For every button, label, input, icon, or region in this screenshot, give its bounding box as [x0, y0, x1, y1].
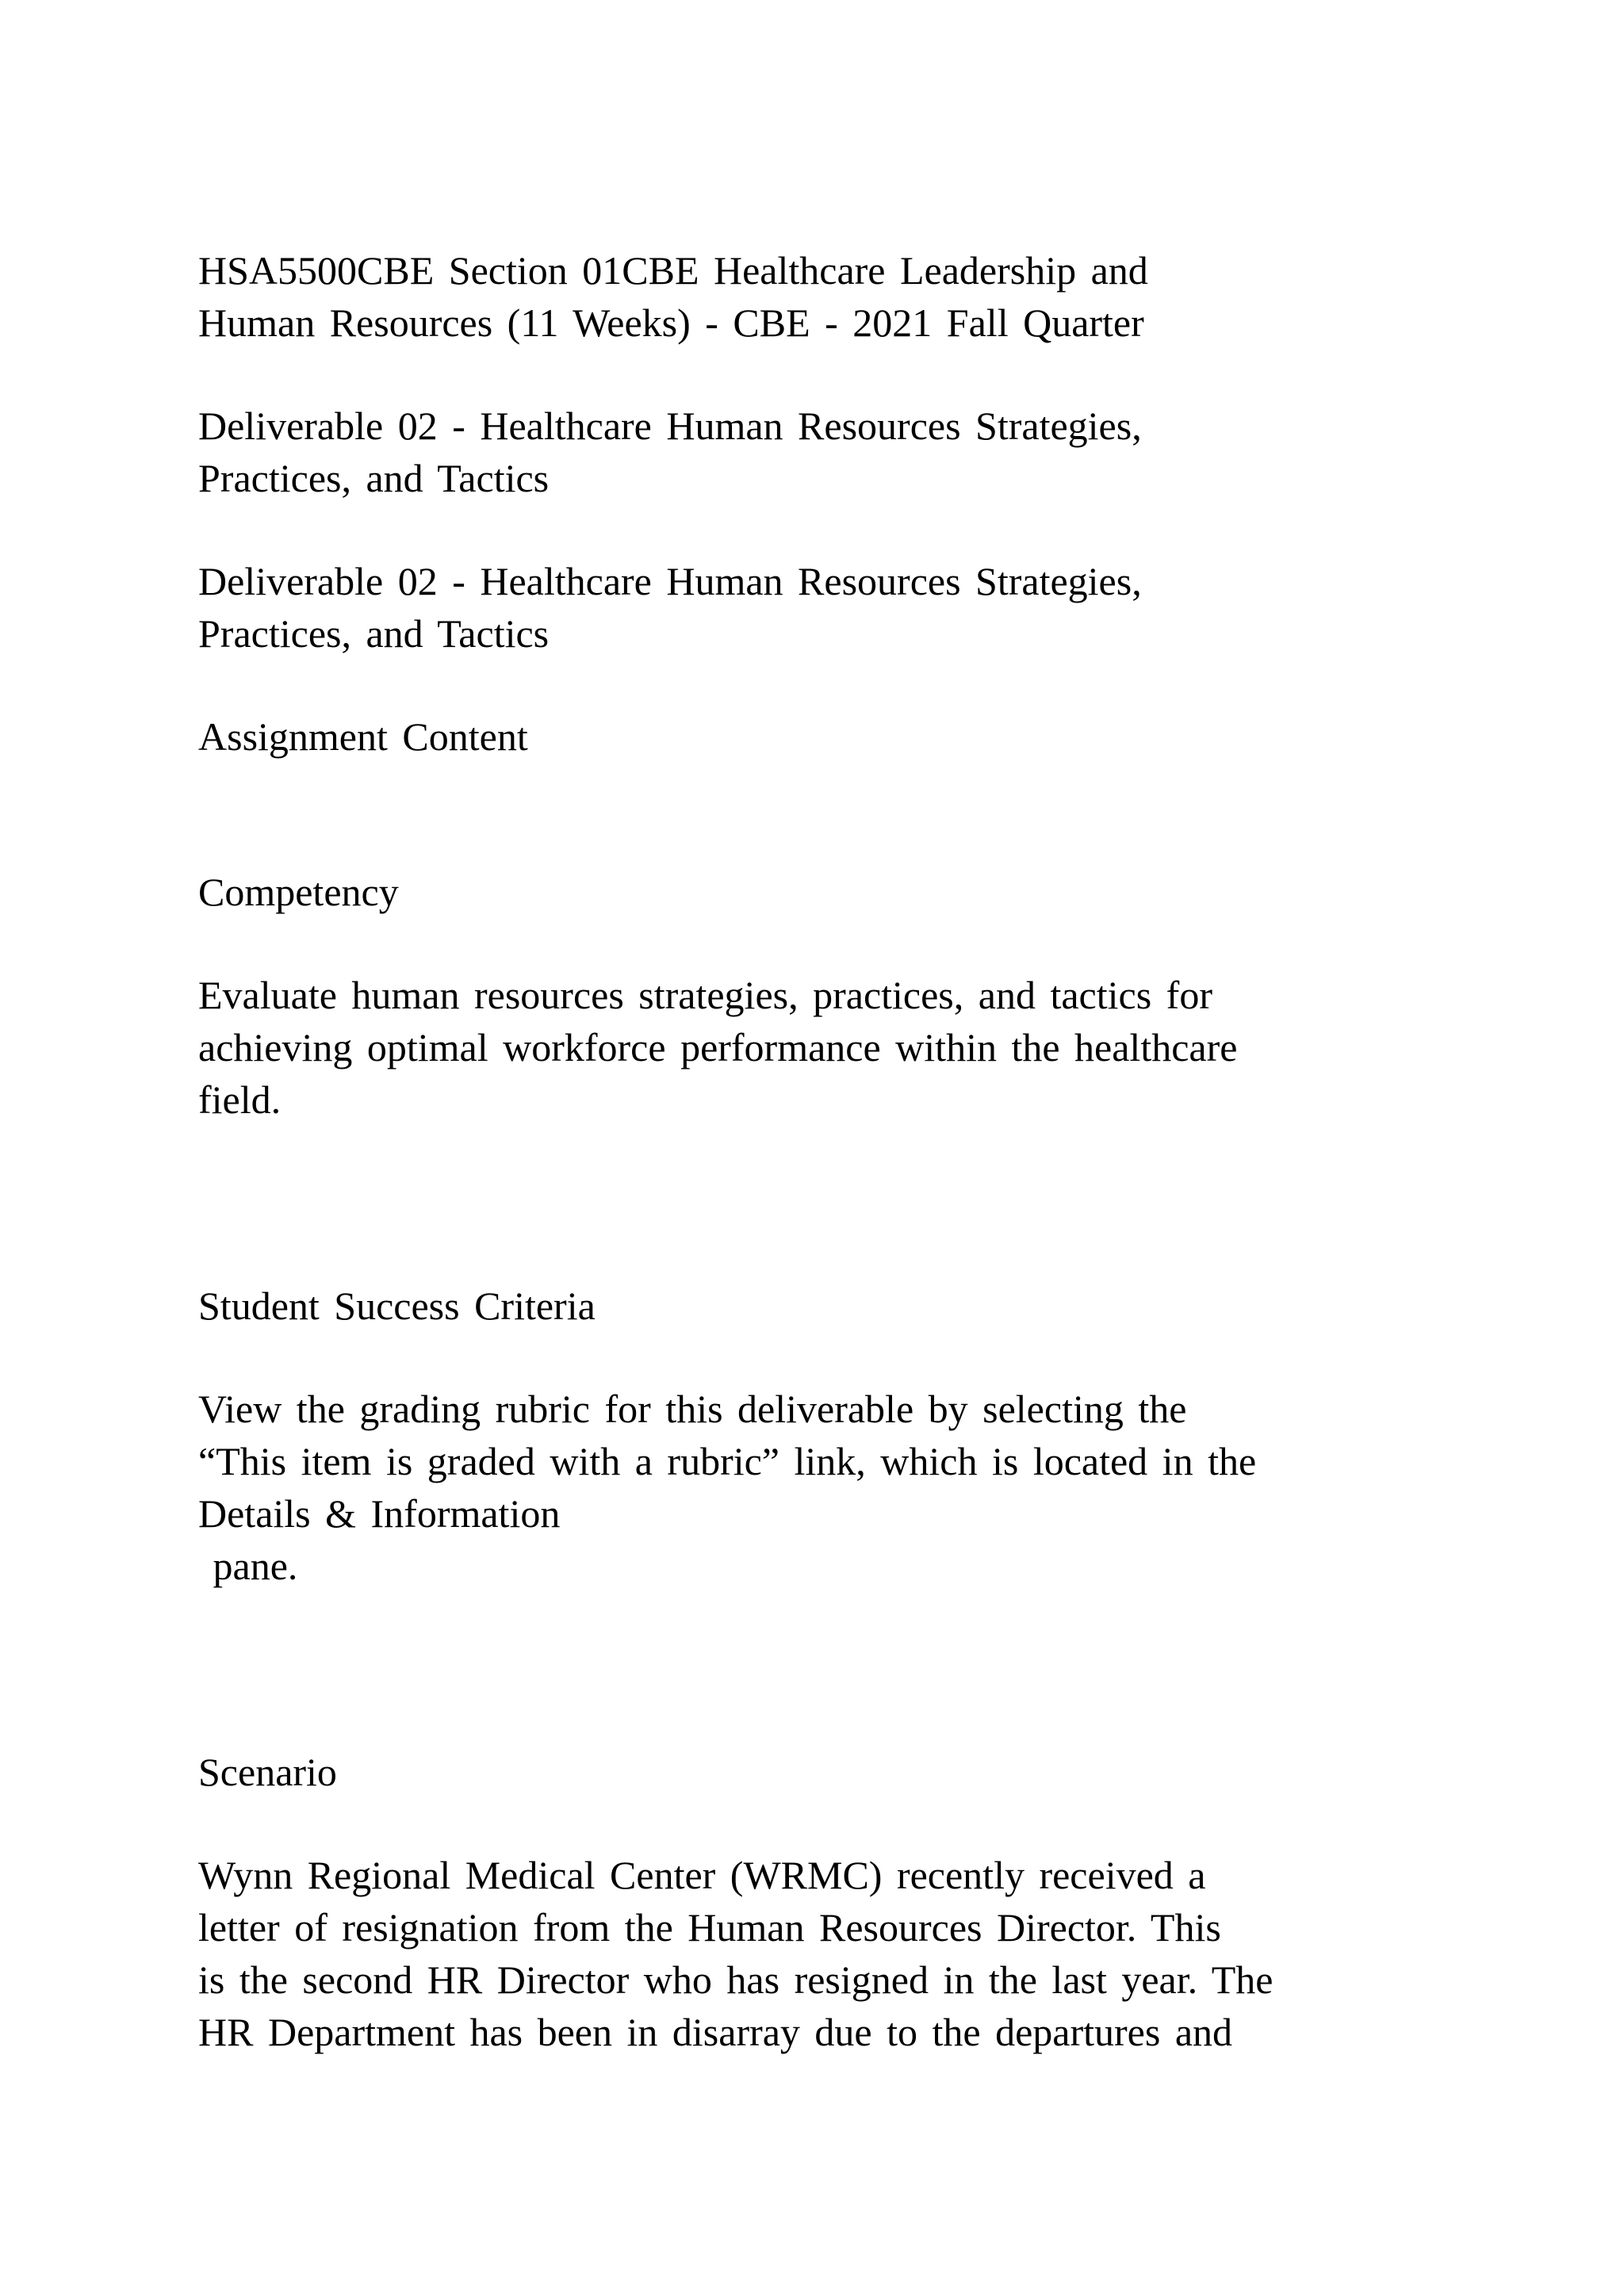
scenario-line-2: letter of resignation from the Human Resources Director. This: [198, 1905, 1221, 1950]
scenario-line-1: Wynn Regional Medical Center (WRMC) recently received a: [198, 1853, 1206, 1897]
deliverable-title-repeat-line-2: Practices, and Tactics: [198, 611, 550, 656]
course-title: [198, 244, 1467, 349]
deliverable-title: [198, 400, 1467, 504]
deliverable-title-repeat: [198, 555, 1467, 660]
competency-text: [198, 969, 1467, 1126]
competency-text-line-2: achieving optimal workforce performance within the healthcare: [198, 1025, 1238, 1070]
success-criteria-line-1: View the grading rubric for this deliverable by selecting the: [198, 1387, 1187, 1431]
scenario-text: [198, 1849, 1467, 2058]
competency-heading: Competency: [198, 870, 399, 914]
deliverable-title-repeat-line-1: Deliverable 02 - Healthcare Human Resources Strategies,: [198, 559, 1142, 603]
scenario-heading: Scenario: [198, 1750, 337, 1794]
success-criteria-line-3: Details & Information: [198, 1491, 561, 1536]
success-criteria-heading: Student Success Criteria: [198, 1284, 596, 1328]
deliverable-title-line-2: Practices, and Tactics: [198, 456, 550, 500]
document-body: [198, 244, 1467, 2058]
success-criteria-line-2: “This item is graded with a rubric” link, which is located in the: [198, 1439, 1257, 1483]
success-criteria-line-4: pane.: [198, 1544, 298, 1588]
competency-text-line-3: field.: [198, 1077, 282, 1122]
competency-text-line-1: Evaluate human resources strategies, practices, and tactics for: [198, 973, 1212, 1017]
course-title-line-2: Human Resources (11 Weeks) - CBE - 2021 Fall Quarter: [198, 300, 1144, 345]
assignment-content-heading: Assignment Content: [198, 714, 528, 759]
course-title-line-1: HSA5500CBE Section 01CBE Healthcare Leadership and: [198, 248, 1148, 293]
scenario-line-4: HR Department has been in disarray due to the departures and: [198, 2010, 1233, 2054]
success-criteria-text: [198, 1383, 1467, 1592]
deliverable-title-line-1: Deliverable 02 - Healthcare Human Resources Strategies,: [198, 404, 1142, 448]
scenario-line-3: is the second HR Director who has resigned in the last year. The: [198, 1957, 1274, 2002]
